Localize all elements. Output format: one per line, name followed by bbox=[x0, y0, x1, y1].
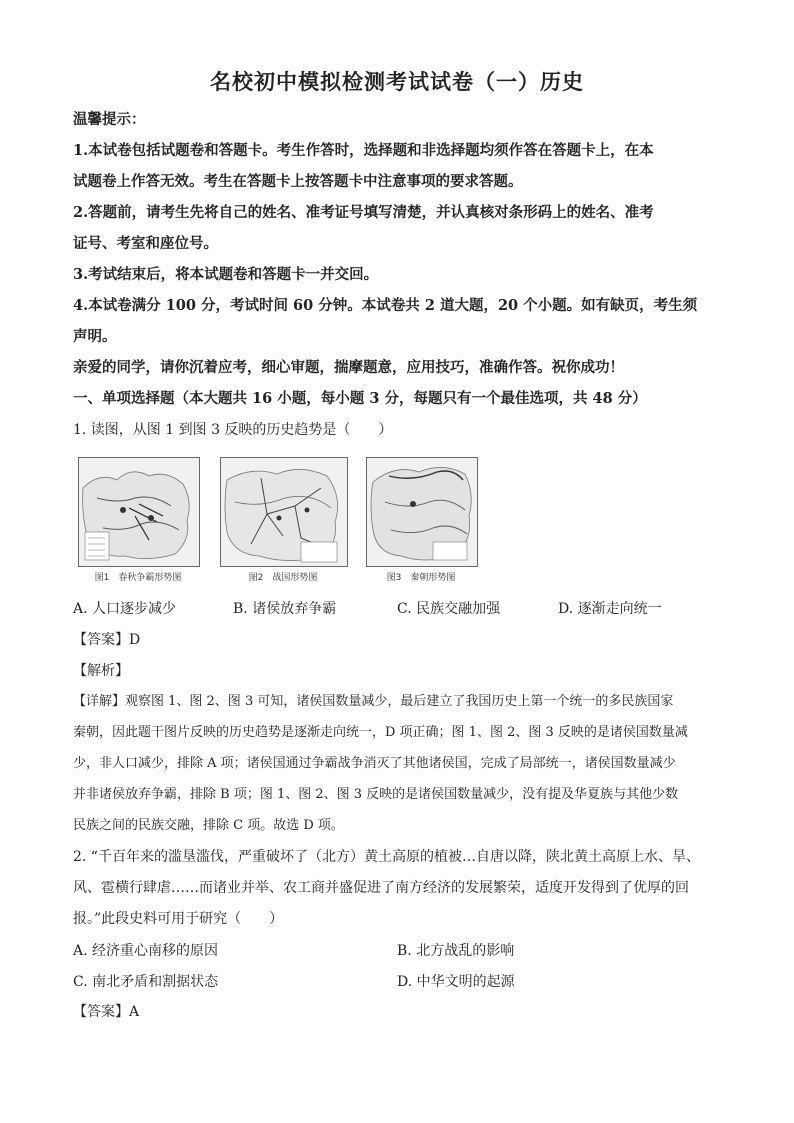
question-2-stem: 风、雹横行肆虐……而诸业并举、农工商并盛促进了南方经济的发展繁荣，适度开发得到了优厚的回 bbox=[73, 880, 689, 896]
q1-option-d: D. 逐渐走向统一 bbox=[558, 601, 662, 617]
tip-line: 试题卷上作答无效。考生在答题卡上按答题卡中注意事项的要求答题。 bbox=[73, 173, 523, 190]
page-title: 名校初中模拟检测考试试卷（一）历史 bbox=[210, 69, 584, 94]
q2-answer: 【答案】A bbox=[73, 1004, 140, 1020]
q1-detail-line: 少，非人口减少，排除 A 项；诸侯国通过争霸战争消灭了其他诸侯国，完成了局部统一，诸侯国数量减少 bbox=[73, 756, 676, 771]
q2-option-c: C. 南北矛盾和割据状态 bbox=[73, 974, 219, 990]
map-1-drawing bbox=[79, 458, 199, 566]
tip-line: 声明。 bbox=[73, 328, 117, 345]
q2-option-d: D. 中华文明的起源 bbox=[397, 974, 515, 990]
q1-detail-line: 民族之间的民族交融，排除 C 项。故选 D 项。 bbox=[73, 818, 344, 833]
q1-detail-line: 秦朝，因此题干图片反映的历史趋势是逐渐走向统一，D 项正确；图 1、图 2、图 3 反映的是诸侯国数量减 bbox=[73, 725, 688, 740]
map-spring-autumn bbox=[78, 457, 200, 567]
tip-line: 亲爱的同学，请你沉着应考，细心审题，揣摩题意，应用技巧，准确作答。祝你成功！ bbox=[73, 359, 624, 376]
tips-heading: 温馨提示： bbox=[73, 111, 146, 128]
q1-detail-line: 【详解】观察图 1、图 2、图 3 可知，诸侯国数量减少，最后建立了我国历史上第一个统一的多民族国家 bbox=[73, 694, 674, 709]
map-3-drawing bbox=[367, 458, 477, 566]
question-2-stem: 2. “千百年来的滥垦滥伐，严重破坏了（北方）黄土高原的植被…自唐以降，陕北黄土高原上水、旱、 bbox=[73, 849, 700, 865]
q1-option-b: B. 诸侯放弃争霸 bbox=[233, 601, 337, 617]
q1-answer: 【答案】D bbox=[73, 632, 141, 648]
q1-option-a: A. 人口逐步减少 bbox=[73, 601, 177, 617]
map-caption: 图1 春秋争霸形势图 bbox=[94, 573, 182, 583]
tip-line: 证号、考室和座位号。 bbox=[73, 235, 218, 252]
tip-line: 3.考试结束后，将本试题卷和答题卡一并交回。 bbox=[73, 266, 379, 283]
tip-line: 1.本试卷包括试题卷和答题卡。考生作答时，选择题和非选择题均须作答在答题卡上，在本 bbox=[73, 142, 654, 159]
q1-detail-line: 并非诸侯放弃争霸，排除 B 项；图 1、图 2、图 3 反映的是诸侯国数量减少，没有提及华夏族与其他少数 bbox=[73, 787, 679, 802]
q2-option-a: A. 经济重心南移的原因 bbox=[73, 943, 219, 959]
map-caption: 图2 战国形势图 bbox=[248, 573, 318, 583]
q1-analysis-label: 【解析】 bbox=[73, 663, 129, 679]
q2-option-b: B. 北方战乱的影响 bbox=[397, 943, 515, 959]
map-2-drawing bbox=[221, 458, 347, 566]
map-warring-states bbox=[220, 457, 348, 567]
map-qin-dynasty bbox=[366, 457, 478, 567]
q1-option-c: C. 民族交融加强 bbox=[397, 601, 501, 617]
map-caption: 图3 秦朝形势图 bbox=[386, 573, 456, 583]
tip-line: 4.本试卷满分 100 分，考试时间 60 分钟。本试卷共 2 道大题，20 个小题。如有缺页，考生须 bbox=[73, 297, 698, 314]
tip-line: 2.答题前，请考生先将自己的姓名、准考证号填写清楚，并认真核对条形码上的姓名、准考 bbox=[73, 204, 654, 221]
question-2-stem: 报。”此段史料可用于研究（ ） bbox=[73, 911, 284, 927]
section-heading: 一、单项选择题（本大题共 16 小题，每小题 3 分，每题只有一个最佳选项，共 48 分） bbox=[73, 390, 647, 407]
question-1-stem: 1. 读图，从图 1 到图 3 反映的历史趋势是（ ） bbox=[73, 422, 393, 438]
